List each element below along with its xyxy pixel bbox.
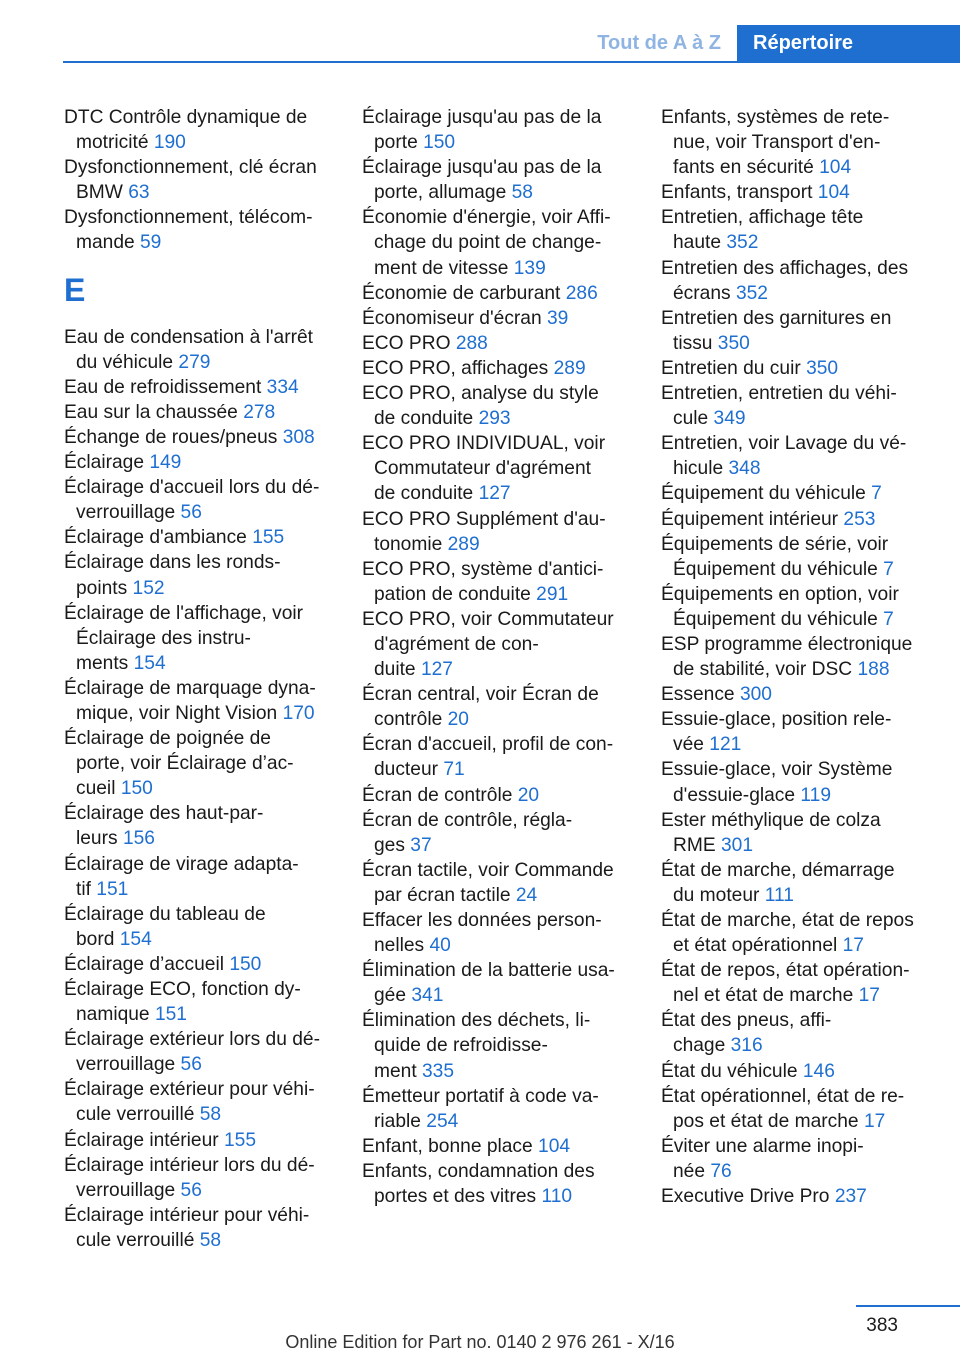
page-link[interactable]: 348 <box>728 458 761 480</box>
index-entry <box>661 707 929 757</box>
index-entry-text: État opérationnel, état de re‐ <box>661 1085 905 1107</box>
index-entry-text: Enfant, bonne place <box>362 1135 533 1157</box>
index-entry <box>64 1027 336 1077</box>
index-entry-text: État de marche, démarrage <box>661 859 895 881</box>
index-entry-text: mande <box>76 232 135 254</box>
index-entry-text: tissu <box>673 332 713 354</box>
index-entry-text: ECO PRO, analyse du style <box>362 383 599 405</box>
index-entry-text: Économiseur d'écran <box>362 307 542 329</box>
page-link[interactable]: 24 <box>515 884 538 906</box>
page-link[interactable]: 289 <box>447 533 480 555</box>
index-entry <box>661 532 929 582</box>
index-entry-text: nel et état de marche <box>673 985 854 1007</box>
index-entry <box>64 450 336 475</box>
index-entry-text: Commutateur d'agrément <box>374 458 591 480</box>
index-entry <box>362 682 634 732</box>
index-entry <box>362 431 634 506</box>
index-column-2 <box>362 105 634 1209</box>
index-entry-text: de stabilité, voir DSC <box>673 659 853 681</box>
index-entry <box>64 155 336 205</box>
index-entry-text: ECO PRO, voir Commutateur <box>362 608 614 630</box>
index-entry-text: du véhicule <box>76 351 174 373</box>
page-link[interactable]: 253 <box>843 508 876 530</box>
page-link[interactable]: 139 <box>513 257 546 279</box>
index-entry <box>661 858 929 908</box>
page-link[interactable]: 56 <box>180 1179 202 1201</box>
index-entry <box>362 356 634 381</box>
index-entry-text: porte <box>374 132 418 154</box>
index-entry <box>661 1084 929 1134</box>
page-link[interactable]: 58 <box>199 1104 222 1126</box>
index-entry <box>64 601 336 676</box>
page-link[interactable]: 40 <box>429 935 451 957</box>
index-entry-text: mique, voir Night Vision <box>76 702 278 724</box>
index-entry-text: ECO PRO Supplément d'au‐ <box>362 508 606 530</box>
page-link[interactable]: 56 <box>180 502 202 524</box>
index-entry-text: Éclairage ECO, fonction dy‐ <box>64 979 301 1000</box>
page-link[interactable]: 155 <box>224 1129 257 1151</box>
index-entry-text: motricité <box>76 132 149 154</box>
index-entry <box>362 808 634 858</box>
page-link[interactable]: 58 <box>511 182 533 204</box>
page-link[interactable]: 190 <box>153 132 186 154</box>
index-entry-text: née <box>673 1160 706 1182</box>
page-link[interactable]: 59 <box>140 232 162 254</box>
index-entry <box>661 481 929 506</box>
page-link[interactable]: 7 <box>883 558 894 580</box>
index-entry-text: porte, allumage <box>374 182 507 204</box>
index-entry-text: Élimination de la batterie usa‐ <box>362 960 615 982</box>
index-entry <box>661 682 929 707</box>
page-link[interactable]: 155 <box>252 527 285 549</box>
page-link[interactable]: 37 <box>410 834 432 856</box>
index-entry <box>362 607 634 682</box>
index-entry-text: Dysfonctionnement, télécom‐ <box>64 207 313 229</box>
index-entry-text: Échange de roues/pneus <box>64 426 278 448</box>
index-entry-text: État des pneus, affi‐ <box>661 1010 832 1032</box>
index-entry-text: Entretien des affichages, des <box>661 257 909 279</box>
page-number: 383 <box>866 1315 898 1336</box>
index-entry-text: Éclairage des haut-par‐ <box>64 803 264 825</box>
page-link[interactable]: 188 <box>857 659 890 681</box>
page-link[interactable]: 119 <box>800 784 831 806</box>
page-link[interactable]: 127 <box>420 659 453 681</box>
page-link[interactable]: 127 <box>478 483 511 505</box>
index-entry <box>64 525 336 550</box>
index-entry-text: pation de conduite <box>374 583 531 605</box>
index-entry-text: ECO PRO INDIVIDUAL, voir <box>362 433 606 455</box>
page-link[interactable]: 308 <box>282 426 315 448</box>
page-link[interactable]: 150 <box>423 132 456 154</box>
index-entry <box>362 908 634 958</box>
index-entry-text: DTC Contrôle dynamique de <box>64 107 308 128</box>
index-column-1 <box>64 105 336 1253</box>
page-link[interactable]: 71 <box>443 759 465 781</box>
index-entry-text: Éclairage jusqu'au pas de la <box>362 107 602 128</box>
index-entry-text: nelles <box>374 935 425 957</box>
index-entry-text: cule <box>673 408 709 430</box>
index-entry-text: Entretien, voir Lavage du vé‐ <box>661 433 907 455</box>
index-entry-text: verrouillage <box>76 502 176 524</box>
index-entry <box>64 425 336 450</box>
index-entry-text: Essence <box>661 684 735 706</box>
page-link[interactable]: 170 <box>282 702 315 724</box>
page-link[interactable]: 152 <box>132 577 165 599</box>
index-entry <box>64 1077 336 1127</box>
page-link[interactable]: 104 <box>817 182 850 204</box>
index-entry <box>362 557 634 607</box>
index-entry-text: du moteur <box>673 884 760 906</box>
index-entry <box>64 475 336 525</box>
index-entry <box>64 325 336 375</box>
index-entry-text: ments <box>76 652 129 674</box>
index-entry <box>661 180 929 205</box>
index-entry <box>661 431 929 481</box>
tab-tout-de-a-a-z[interactable]: Tout de A à Z <box>575 25 737 61</box>
index-entry-text: Effacer les données person‐ <box>362 910 602 931</box>
index-entry <box>362 381 634 431</box>
index-entry-text: Écran de contrôle, régla‐ <box>362 809 573 831</box>
index-entry-text: Équipement du véhicule <box>661 483 866 505</box>
index-entry <box>362 306 634 331</box>
index-entry-text: Enfants, condamnation des <box>362 1160 595 1182</box>
index-entry <box>661 582 929 632</box>
index-entry-text: et état opérationnel <box>673 935 838 957</box>
index-entry <box>661 205 929 255</box>
index-entry <box>362 155 634 205</box>
index-entry <box>64 676 336 726</box>
page-link[interactable]: 20 <box>447 709 469 731</box>
index-entry-text: Enfants, transport <box>661 182 813 204</box>
index-entry-text: bord <box>76 928 115 950</box>
index-entry-text: d'essuie-glace <box>673 784 796 806</box>
index-entry <box>661 632 929 682</box>
index-entry-text: Éclairage intérieur <box>64 1129 219 1151</box>
index-entry-text: leurs <box>76 828 118 850</box>
page-link[interactable]: 286 <box>565 282 598 304</box>
footer-rule <box>856 1305 960 1307</box>
page-link[interactable]: 76 <box>710 1160 732 1182</box>
page-link[interactable]: 316 <box>730 1035 763 1057</box>
index-entry <box>362 1084 634 1134</box>
page-link[interactable]: 7 <box>883 608 894 630</box>
index-entry-text: namique <box>76 1004 150 1026</box>
index-entry <box>64 1128 336 1153</box>
page-link[interactable]: 237 <box>834 1186 867 1208</box>
page-link[interactable]: 20 <box>517 784 540 806</box>
page-link[interactable]: 350 <box>717 332 750 354</box>
index-entry <box>362 281 634 306</box>
index-entry-text: cule verrouillé <box>76 1229 195 1251</box>
page-link[interactable]: 151 <box>154 1004 187 1026</box>
index-entry <box>64 105 336 155</box>
index-entry-text: Éclairage de l'affichage, voir <box>64 602 304 624</box>
section-letter: E <box>64 271 86 308</box>
index-entry-text: verrouillage <box>76 1179 176 1201</box>
index-entry-text: duite <box>374 659 416 681</box>
page-link[interactable]: 352 <box>726 232 759 254</box>
index-entry <box>661 1059 929 1084</box>
index-entry-text: Éclairage de marquage dyna‐ <box>64 677 316 699</box>
index-entry-text: porte, voir Éclairage d’ac‐ <box>76 753 294 775</box>
page-link[interactable]: 341 <box>411 985 444 1007</box>
index-entry-text: Économie de carburant <box>362 282 561 304</box>
index-entry <box>661 105 929 180</box>
index-entry-text: Équipements de série, voir <box>661 533 889 555</box>
index-entry <box>661 356 929 381</box>
index-entry-text: Équipement intérieur <box>661 508 839 530</box>
index-entry-text: tif <box>76 878 91 900</box>
index-entry-text: Entretien, entretien du véhi‐ <box>661 383 897 405</box>
index-entry-text: Ester méthylique de colza <box>661 809 881 831</box>
page-link[interactable]: 289 <box>553 357 586 379</box>
index-entry-text: Enfants, systèmes de rete‐ <box>661 107 890 128</box>
index-entry-text: verrouillage <box>76 1054 176 1076</box>
page-link[interactable]: 349 <box>713 408 746 430</box>
page-link[interactable]: 300 <box>739 684 772 706</box>
index-entry-text: Éclairage intérieur pour véhi‐ <box>64 1204 310 1226</box>
page-link[interactable]: 279 <box>178 351 211 373</box>
index-entry-text: cueil <box>76 778 116 800</box>
page-link[interactable]: 149 <box>149 452 182 474</box>
index-entry-text: Élimination des déchets, li‐ <box>362 1010 591 1032</box>
index-entry-text: Écran de contrôle <box>362 784 513 806</box>
index-entry-text: Eau sur la chaussée <box>64 401 238 423</box>
index-entry-text: Émetteur portatif à code va‐ <box>362 1085 599 1107</box>
index-entry-text: Éclairage d'ambiance <box>64 527 247 549</box>
index-entry-text: Éclairage de virage adapta‐ <box>64 853 299 875</box>
index-entry <box>362 732 634 782</box>
index-entry-text: Éclairage des instru‐ <box>76 627 251 649</box>
index-entry <box>64 977 336 1027</box>
index-entry <box>661 256 929 306</box>
page-link[interactable]: 301 <box>720 834 753 856</box>
page-link[interactable]: 58 <box>199 1229 222 1251</box>
index-entry-text: Écran central, voir Écran de <box>362 684 599 706</box>
index-entry <box>362 1159 634 1209</box>
index-entry-text: ment de vitesse <box>374 257 509 279</box>
index-entry <box>64 726 336 801</box>
index-entry <box>362 783 634 808</box>
index-entry-text: RME <box>673 834 716 856</box>
index-entry-text: Entretien, affichage tête <box>661 207 864 229</box>
index-entry-text: portes et des vitres <box>374 1186 537 1208</box>
page-link[interactable]: 278 <box>243 401 276 423</box>
index-entry <box>362 1008 634 1083</box>
index-entry-text: ESP programme électronique <box>661 633 913 655</box>
index-entry <box>64 852 336 902</box>
page-link[interactable]: 17 <box>858 985 880 1007</box>
index-entry-text: Dysfonctionnement, clé écran <box>64 157 317 179</box>
index-entry-text: ducteur <box>374 759 438 781</box>
index-entry-text: par écran tactile <box>374 884 511 906</box>
header-rule <box>63 61 960 63</box>
index-entry-text: BMW <box>76 182 123 204</box>
index-entry-text: fants en sécurité <box>673 157 814 179</box>
index-entry-text: Éclairage de poignée de <box>64 728 271 750</box>
index-entry <box>661 958 929 1008</box>
index-entry-text: pos et état de marche <box>673 1110 859 1132</box>
index-entry <box>362 958 634 1008</box>
page-link[interactable]: 104 <box>819 157 852 179</box>
page-link[interactable]: 288 <box>455 332 488 354</box>
index-entry-text: de conduite <box>374 483 474 505</box>
index-entry-text: gée <box>374 985 407 1007</box>
page-link[interactable]: 17 <box>863 1110 886 1132</box>
index-entry-text: Équipement du véhicule <box>673 558 878 580</box>
index-entry <box>661 306 929 356</box>
index-entry <box>661 1184 929 1209</box>
index-entry-text: Éclairage d'accueil lors du dé‐ <box>64 477 320 499</box>
index-entry-text: État de repos, état opération‐ <box>661 960 910 982</box>
index-entry-text: vée <box>673 734 704 756</box>
page-link[interactable]: 334 <box>266 376 299 398</box>
index-entry <box>362 1134 634 1159</box>
index-entry-text: ECO PRO, affichages <box>362 357 549 379</box>
index-entry-text: ges <box>374 834 405 856</box>
index-entry-text: ment <box>374 1060 417 1082</box>
page-link[interactable]: 150 <box>229 953 262 975</box>
page-link[interactable]: 151 <box>96 878 129 900</box>
index-entry-text: Éclairage d’accueil <box>64 953 224 975</box>
index-entry <box>661 808 929 858</box>
page-link[interactable]: 352 <box>735 282 768 304</box>
index-entry <box>64 801 336 851</box>
page-link[interactable]: 293 <box>478 408 511 430</box>
tab-repertoire[interactable]: Répertoire <box>737 25 960 61</box>
page-link[interactable]: 335 <box>422 1060 455 1082</box>
index-entry-text: État de marche, état de repos <box>661 910 914 931</box>
index-entry <box>661 507 929 532</box>
index-entry-text: Éviter une alarme inopi‐ <box>661 1135 864 1157</box>
index-entry-text: chage du point de change‐ <box>374 232 602 254</box>
index-entry <box>64 205 336 255</box>
index-entry-text: Entretien du cuir <box>661 357 801 379</box>
page-link[interactable]: 146 <box>802 1060 835 1082</box>
index-entry-text: Eau de condensation à l'arrêt <box>64 326 314 348</box>
index-entry <box>362 205 634 280</box>
index-entry-text: Éclairage intérieur lors du dé‐ <box>64 1154 315 1176</box>
index-entry-text: Équipement du véhicule <box>673 608 878 630</box>
index-entry-text: tonomie <box>374 533 443 555</box>
index-entry-text: Écran tactile, voir Commande <box>362 859 614 881</box>
index-entry-text: ECO PRO <box>362 332 451 354</box>
index-entry-text: Essuie-glace, position rele‐ <box>661 709 892 731</box>
page-link[interactable]: 291 <box>536 583 569 605</box>
page-link[interactable]: 104 <box>538 1135 571 1157</box>
index-entry-text: Éclairage <box>64 452 144 474</box>
page-link[interactable]: 63 <box>128 182 150 204</box>
index-entry <box>64 375 336 400</box>
page-link[interactable]: 17 <box>842 935 864 957</box>
index-entry <box>362 507 634 557</box>
index-entry <box>661 1008 929 1058</box>
page-link[interactable]: 150 <box>120 778 153 800</box>
index-entry-text: Entretien des garnitures en <box>661 307 892 329</box>
index-entry-text: haute <box>673 232 722 254</box>
index-column-3 <box>661 105 929 1209</box>
page-link[interactable]: 350 <box>806 357 839 379</box>
index-entry-text: nue, voir Transport d'en‐ <box>673 132 881 154</box>
index-entry <box>661 381 929 431</box>
index-entry <box>64 550 336 600</box>
page-link[interactable]: 154 <box>133 652 166 674</box>
index-entry-text: quide de refroidisse‐ <box>374 1035 548 1057</box>
index-entry <box>64 1153 336 1203</box>
index-entry-text: Éclairage dans les ronds- <box>64 552 281 574</box>
index-entry-text: Eau de refroidissement <box>64 376 262 398</box>
index-entry-text: Éclairage extérieur pour véhi‐ <box>64 1079 315 1101</box>
index-entry-text: hicule <box>673 458 724 480</box>
index-entry-text: écrans <box>673 282 731 304</box>
index-entry <box>362 105 634 155</box>
page-link[interactable]: 254 <box>426 1110 459 1132</box>
index-entry-text: Écran d'accueil, profil de con‐ <box>362 734 614 756</box>
index-entry <box>661 757 929 807</box>
index-entry <box>64 1203 336 1253</box>
index-entry-text: Équipements en option, voir <box>661 583 899 605</box>
index-entry-text: ECO PRO, système d'antici‐ <box>362 558 604 580</box>
index-entry-text: Économie d'énergie, voir Affi‐ <box>362 207 611 229</box>
page-link[interactable]: 111 <box>764 884 794 906</box>
page-link[interactable]: 156 <box>122 828 155 850</box>
index-entry <box>64 952 336 977</box>
index-entry <box>362 331 634 356</box>
index-entry-text: d'agrément de con‐ <box>374 633 539 655</box>
index-entry <box>661 1134 929 1184</box>
index-entry-text: points <box>76 577 128 599</box>
index-entry-text: État du véhicule <box>661 1060 798 1082</box>
page-link[interactable]: 7 <box>871 483 882 505</box>
index-entry <box>64 902 336 952</box>
index-entry-text: de conduite <box>374 408 474 430</box>
index-entry-text: Executive Drive Pro <box>661 1186 830 1208</box>
page-link[interactable]: 110 <box>541 1186 573 1208</box>
index-entry <box>362 858 634 908</box>
index-entry-text: Éclairage jusqu'au pas de la <box>362 157 602 179</box>
index-entry-text: Éclairage du tableau de <box>64 903 266 925</box>
index-entry-text: cule verrouillé <box>76 1104 195 1126</box>
index-entry-text: Éclairage extérieur lors du dé‐ <box>64 1029 320 1051</box>
index-entry <box>64 400 336 425</box>
page-link[interactable]: 56 <box>180 1054 202 1076</box>
edition-footer: Online Edition for Part no. 0140 2 976 261 - X/16 <box>285 1332 675 1352</box>
index-entry <box>661 908 929 958</box>
index-entry-text: Essuie-glace, voir Système <box>661 759 893 781</box>
page-link[interactable]: 121 <box>709 734 742 756</box>
index-entry-text: contrôle <box>374 709 443 731</box>
page-link[interactable]: 39 <box>546 307 569 329</box>
page-link[interactable]: 154 <box>119 928 152 950</box>
index-entry-text: chage <box>673 1035 726 1057</box>
index-entry-text: riable <box>374 1110 421 1132</box>
